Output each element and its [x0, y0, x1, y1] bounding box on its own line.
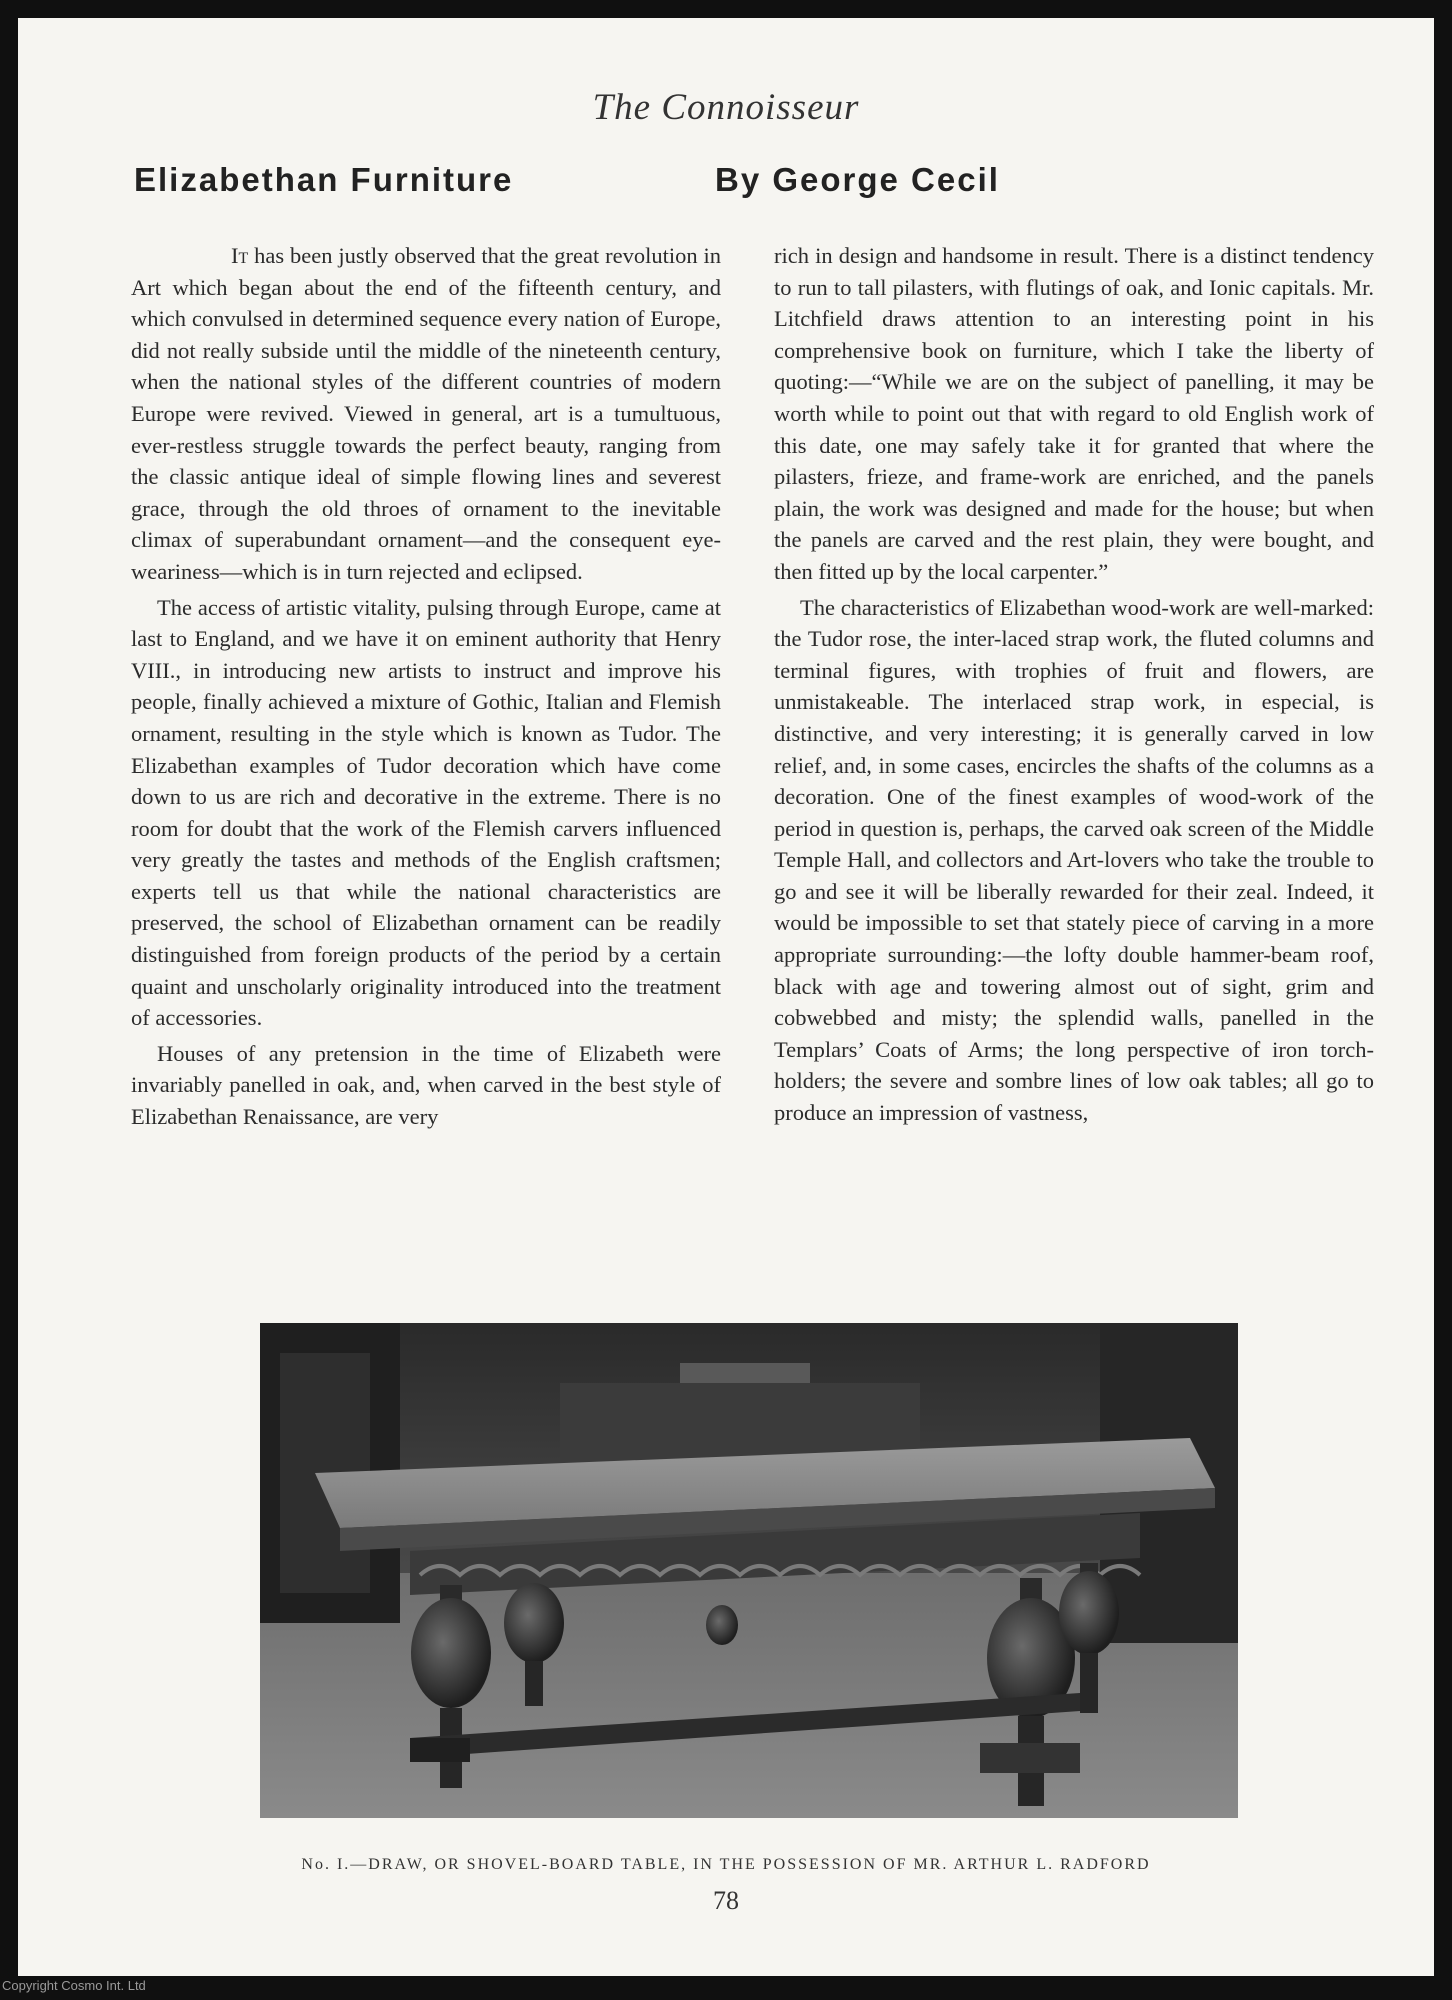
figure-caption: No. I.—DRAW, OR SHOVEL-BOARD TABLE, IN THE POSSESSION OF MR. ARTHUR L. RADFORD [301, 1856, 1151, 1873]
paragraph-text: has been justly observed that the great revolution in Art which began about the end of the fifteenth century, and which convulsed in determined sequence every nation of Europe, did not really subside until the middle of the nineteenth century, when the national styles of the different countries of modern Europe were revived. Viewed in general, art is a tumultuous, ever-restless struggle towards the perfect beauty, ranging from the classic antique ideal of simple flowing lines and severest grace, through the old throes of ornament to the inevitable climax of superabundant ornament—and the consequent eye-weariness—which is in turn rejected and eclipsed. [131, 243, 721, 584]
paragraph [131, 240, 721, 588]
magazine-header: The Connoisseur [592, 87, 860, 128]
paragraph: rich in design and handsome in result. There is a distinct tendency to run to tall pilasters, with flutings of oak, and Ionic capitals. Mr. Litchfield draws attention to an interesting point in his comprehensive book on furniture, which I take the liberty of quoting:—“While we are on the subject of panelling, it may be worth while to point out that with regard to old English work of this date, one may safely take it for granted that where the pilasters, frieze, and frame-work are enriched, and the panels plain, the work was designed and made for the house; but when the panels are carved and the rest plain, they were bought, and then fitted up by the local carpenter.” [774, 243, 1374, 584]
paragraph: The access of artistic vitality, pulsing through Europe, came at last to England, and we have it on eminent authority that Henry VIII., in introducing new artists to instruct and improve his people, finally achieved a mixture of Gothic, Italian and Flemish ornament, resulting in the style which is known as Tudor. The Elizabethan examples of Tudor decoration which have come down to us are rich and decorative in the extreme. There is no room for doubt that the work of the Flemish carvers influenced very greatly the tastes and methods of the English craftsmen; experts tell us that while the national characteristics are preserved, the school of Elizabethan ornament can be readily distinguished from foreign products of the period by a certain quaint and unscholarly originality introduced into the treatment of accessories. [131, 594, 721, 1031]
right-column [774, 240, 1374, 1290]
table-photograph [260, 1323, 1238, 1818]
article-author: By George Cecil [715, 161, 1000, 198]
paragraph: The characteristics of Elizabethan wood-work are well-marked: the Tudor rose, the inter-laced strap work, the fluted columns and terminal figures, with trophies of fruit and flowers, are unmistakeable. The interlaced strap work, in especial, is distinctive, and very interesting; it is generally carved in low relief, and, in some cases, encircles the shafts of the columns as a decoration. One of the finest examples of wood-work of the period in question is, perhaps, the carved oak screen of the Middle Temple Hall, and collectors and Art-lovers who take the trouble to go and see it will be liberally rewarded for their zeal. Indeed, it would be impossible to set that stately piece of carving in a more appropriate surrounding:—the lofty double hammer-beam roof, black with age and towering almost out of sight, grim and cobwebbed and misty; the splendid walls, panelled in the Templars’ Coats of Arms; the long perspective of iron torch-holders; the severe and sombre lines of low oak tables; all go to produce an impression of vastness, [774, 594, 1374, 1126]
paragraph: Houses of any pretension in the time of Elizabeth were invariably panelled in oak, and, when carved in the best style of Elizabethan Renaissance, are very [131, 1040, 721, 1130]
left-column [131, 240, 721, 1290]
article-title: Elizabethan Furniture [134, 161, 514, 198]
table-illustration [260, 1323, 1238, 1818]
copyright-notice: Copyright Cosmo Int. Ltd [2, 1978, 146, 1993]
magazine-page [18, 18, 1434, 1976]
paragraph-lead-word: It [231, 243, 249, 268]
page-number: 78 [713, 1886, 739, 1915]
